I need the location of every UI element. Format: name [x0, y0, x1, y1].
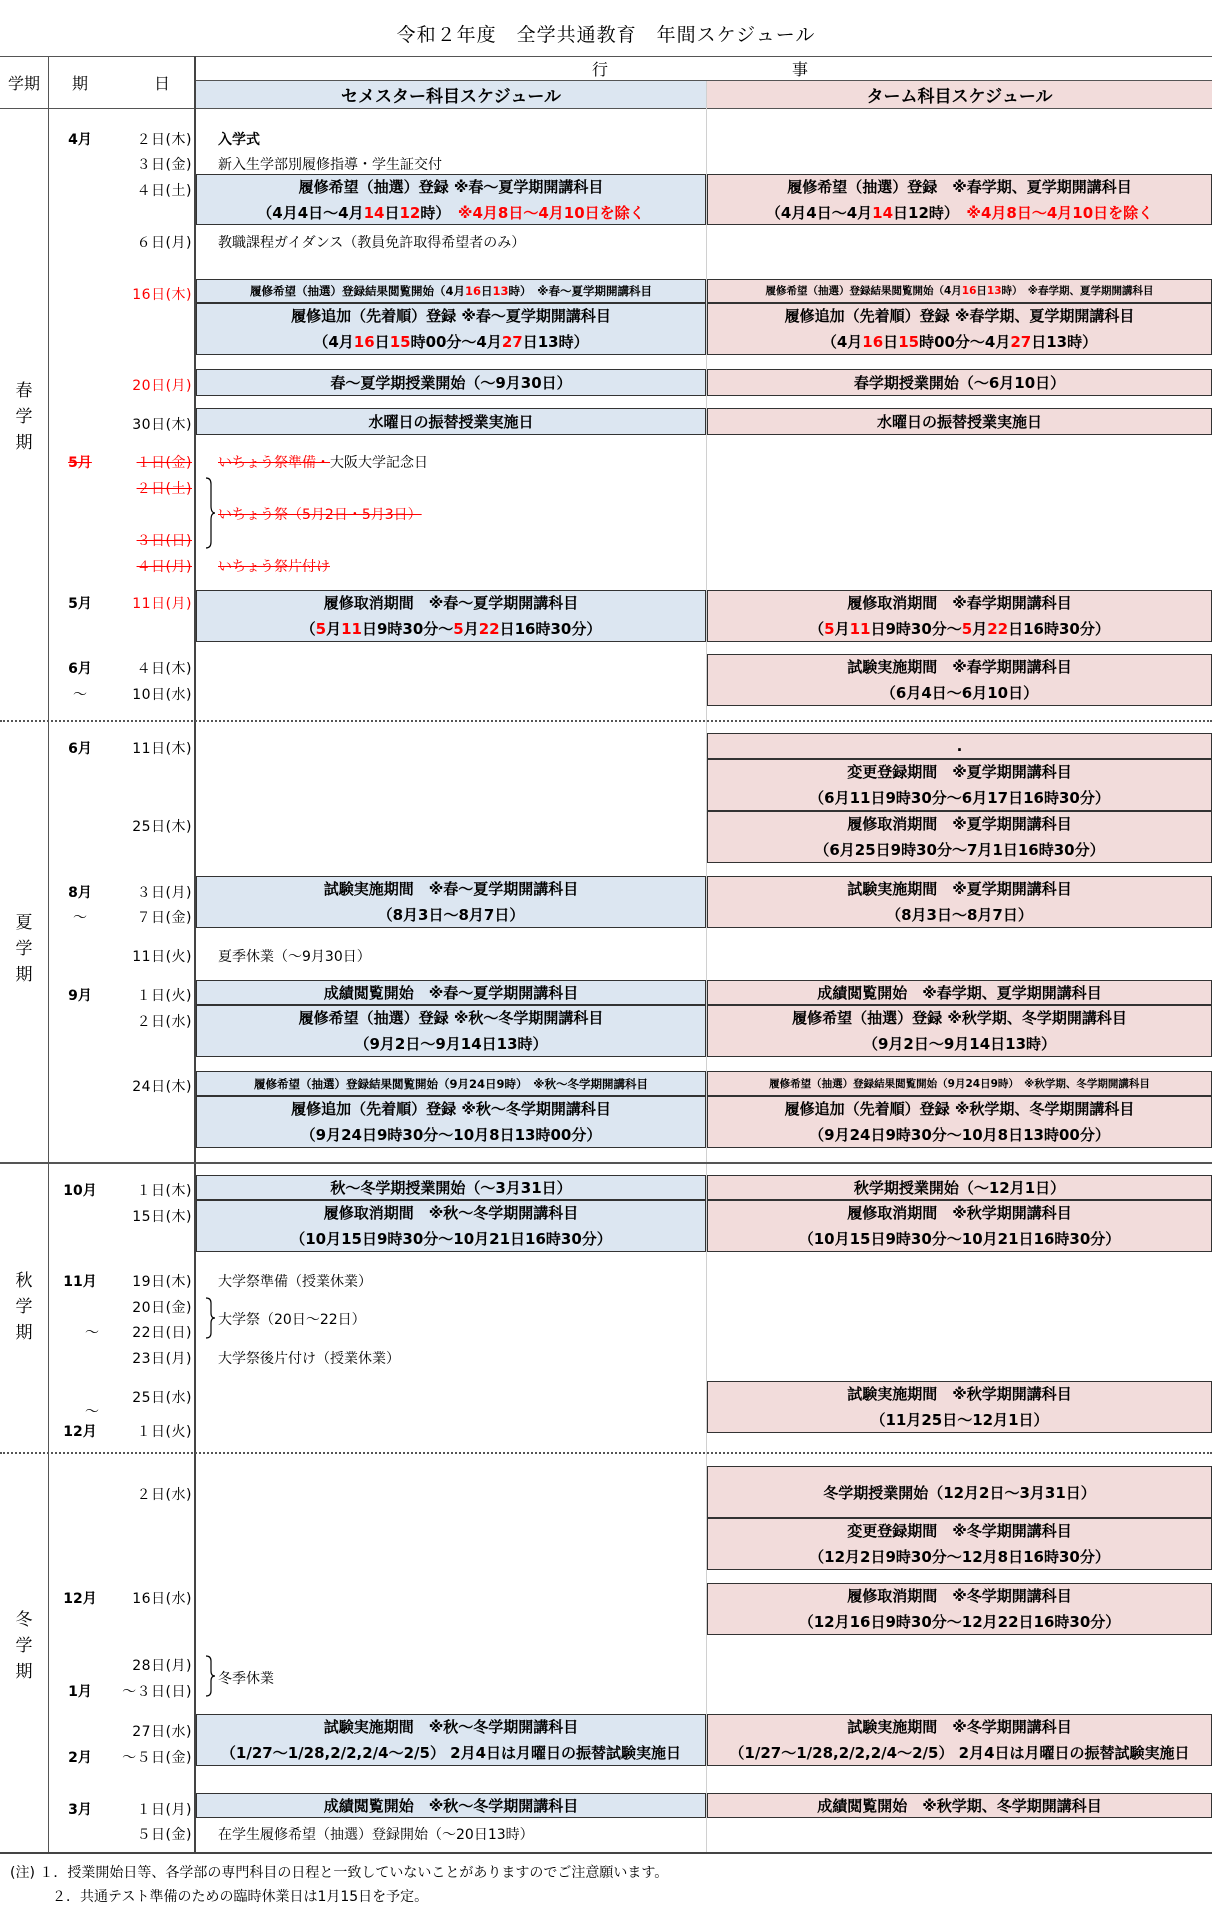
text-fragment: 5 [453, 620, 464, 638]
date-cell: ４日(土) [136, 183, 192, 199]
term-dec2chg [707, 1518, 1212, 1570]
sem-oct15-line2: （10月15日9時30分～10月21日16時30分） [290, 1230, 612, 1248]
month-label: 3月 [68, 1802, 92, 1818]
header-ki: 期 [71, 73, 88, 93]
text-fragment: 時） [420, 203, 443, 222]
term-autumn-char: 期 [15, 1323, 33, 1343]
text-fragment: 15 [898, 333, 920, 351]
text-fragment: 27 [1010, 333, 1032, 351]
note-1: (注) １．授業開始日等、各学部の専門科目の日程と一致していないことがありますのでご注意願います。 [10, 1865, 669, 1881]
term-sep1: 成績閲覧開始 ※春学期、夏学期開講科目 [707, 980, 1212, 1005]
text-fragment: 14 [872, 203, 894, 222]
term-mar1: 成績閲覧開始 ※秋学期、冬学期開講科目 [707, 1793, 1212, 1818]
month-label: 5月 [68, 596, 92, 612]
date-cell: 22日(日) [132, 1325, 192, 1341]
date-cell: 19日(木) [132, 1274, 192, 1290]
term-jun4-line2: （6月4日～6月10日） [880, 684, 1039, 702]
month-label: 6月 [68, 741, 92, 757]
text-fragment: ※4月8日～4月10日を除く [457, 203, 645, 222]
term-apr4-line1: 履修希望（抽選）登録 ※春学期、夏学期開講科目 [787, 177, 1132, 196]
sem-add-line1: 履修追加（先着順）登録 ※春～夏学期開講科目 [291, 307, 611, 325]
date-cell: ４日(木) [136, 661, 192, 677]
sem-oct15 [196, 1200, 706, 1252]
sem-aug3 [196, 876, 706, 928]
text-fragment: 時00分～4月 [919, 333, 1011, 351]
text-fragment: 16 [862, 333, 884, 351]
term-sep24add-line2: （9月24日9時30分～10月8日13時00分） [809, 1126, 1110, 1144]
term-jun11-line2: （6月11日9時30分～6月17日16時30分） [809, 789, 1110, 807]
header-hi: 日 [153, 73, 170, 93]
term-nov25-line2: （11月25日～12月1日） [870, 1411, 1049, 1429]
sem-mar1: 成績閲覧開始 ※秋～冬学期開講科目 [196, 1793, 706, 1818]
date-cell: ４日(月) [136, 559, 192, 575]
event-zaigakusei: 在学生履修希望（抽選）登録開始（～20日13時） [218, 1827, 534, 1843]
text-fragment: 日16時30分） [499, 620, 602, 638]
date-cell: 27日(水) [132, 1724, 192, 1740]
date-cell: 11日(木) [132, 741, 192, 757]
text-fragment: 履修希望（抽選）登録結果閲覧開始（4月 [765, 285, 962, 297]
sem-apr4-line1: 履修希望（抽選）登録 ※春～夏学期開講科目 [298, 177, 604, 196]
sem-aug3-line2: （8月3日～8月7日） [377, 906, 525, 924]
term-winter-char: 期 [15, 1662, 33, 1682]
date-cell: 15日(木) [132, 1209, 192, 1225]
sem-apr30: 水曜日の振替授業実施日 [196, 408, 706, 435]
date-cell: ３日(金) [136, 157, 192, 173]
text-fragment: 日 [481, 284, 493, 298]
text-fragment: 12 [399, 203, 421, 222]
event-icho-prep [218, 452, 428, 472]
sem-sep24add-line2: （9月24日9時30分～10月8日13時00分） [300, 1126, 602, 1144]
term-may11 [707, 590, 1212, 642]
month-label: 12月 [63, 1424, 97, 1440]
term-spring-char: 春 [15, 381, 33, 401]
term-dec2chg-line1: 変更登録期間 ※冬学期開講科目 [847, 1522, 1072, 1540]
header-gakki: 学期 [7, 73, 40, 93]
term-sep2-line2: （9月2日～9月14日13時） [862, 1035, 1057, 1053]
term-summer-char: 夏 [15, 913, 33, 933]
term-winter-char: 冬 [15, 1610, 33, 1630]
text-fragment: 月 [972, 620, 988, 638]
sem-sep2-line2: （9月2日～9月14日13時） [354, 1035, 548, 1053]
month-label: 10月 [63, 1183, 97, 1199]
term-dec16-line1: 履修取消期間 ※冬学期開講科目 [847, 1587, 1072, 1605]
sem-apr16 [196, 279, 706, 303]
term-jun25 [707, 811, 1212, 863]
text-fragment: 月 [834, 620, 850, 638]
date-cell: １日(木) [136, 1183, 192, 1199]
event-toki: 冬季休業 [218, 1671, 274, 1687]
term-apr16 [707, 279, 1212, 303]
text-fragment: （4月 [313, 333, 354, 351]
date-cell: 25日(水) [132, 1390, 192, 1406]
term-jan27-line2: （1/27～1/28,2/2,2/4～2/5） 2月4日は月曜日の振替試験実施日 [729, 1744, 1190, 1762]
term-sep24: 履修希望（抽選）登録結果閲覧開始（9月24日9時） ※秋学期、冬学期開講科目 [707, 1071, 1212, 1096]
term-autumn-char: 秋 [15, 1271, 33, 1291]
text-fragment: 時） ※春～夏学期開講科目 [508, 284, 652, 298]
term-add [707, 303, 1212, 355]
term-apr30: 水曜日の振替授業実施日 [707, 408, 1212, 435]
text-fragment: 16 [961, 285, 977, 297]
page-title: 令和２年度 全学共通教育 年間スケジュール [396, 24, 816, 46]
event-nyugaku: 入学式 [218, 132, 260, 148]
term-jun25-line2: （6月25日9時30分～7月1日16時30分） [814, 841, 1105, 859]
date-cell: ２日(土) [136, 481, 192, 497]
month-label: 2月 [68, 1750, 92, 1766]
term-summer-char: 学 [15, 939, 33, 959]
text-fragment: （ [300, 620, 316, 638]
sem-jan27 [196, 1714, 706, 1766]
date-cell: ～５日(金) [122, 1750, 192, 1766]
term-may11-line1: 履修取消期間 ※春学期開講科目 [847, 594, 1072, 612]
text-fragment: 16 [465, 284, 482, 298]
term-jan27 [707, 1714, 1212, 1766]
term-aug3-line1: 試験実施期間 ※夏学期開講科目 [847, 880, 1072, 898]
text-fragment: 14 [363, 203, 385, 222]
term-spring [0, 378, 48, 456]
text-fragment: （4月4日～4月 [257, 203, 364, 222]
text-fragment: 11 [341, 620, 362, 638]
event-icho-clean: いちょう祭片付け [218, 559, 330, 575]
event-daigakusai: 大学祭（20日～22日） [218, 1312, 366, 1328]
term-winter-char: 学 [15, 1636, 33, 1656]
term-oct15 [707, 1200, 1212, 1252]
sem-add [196, 303, 706, 355]
text-fragment: 時00分～4月 [410, 333, 502, 351]
text-fragment: 日9時30分～ [870, 620, 962, 638]
month-label: 6月 [68, 661, 92, 677]
term-jun11-dot: . [707, 733, 1212, 759]
note-2: ２．共通テスト準備のための臨時休業日は1月15日を予定。 [52, 1889, 429, 1905]
brace-icon [204, 476, 216, 550]
text-fragment: 5 [315, 620, 327, 638]
text-fragment: 22 [987, 620, 1009, 638]
sem-sep2 [196, 1005, 706, 1057]
date-cell: ３日(月) [136, 885, 192, 901]
event-shinnyusei: 新入生学部別履修指導・学生証交付 [218, 157, 442, 173]
month-label: 8月 [68, 885, 92, 901]
term-autumn-char: 学 [15, 1297, 33, 1317]
date-cell: ２日(水) [136, 1487, 192, 1503]
text-fragment: 日 [374, 333, 390, 351]
term-add-line1: 履修追加（先着順）登録 ※春学期、夏学期開講科目 [784, 307, 1135, 325]
sem-sep24add-line1: 履修追加（先着順）登録 ※秋～冬学期開講科目 [291, 1100, 611, 1118]
date-cell: １日(火) [136, 1424, 192, 1440]
term-sep24add [707, 1096, 1212, 1148]
text-fragment: 日13時） [522, 333, 589, 351]
term-spring-char: 学 [15, 407, 33, 427]
text-fragment: 日 [384, 203, 400, 222]
term-aug3 [707, 876, 1212, 928]
text-fragment: 月 [463, 620, 479, 638]
sem-aug3-line1: 試験実施期間 ※春～夏学期開講科目 [323, 880, 579, 898]
sem-oct15-line1: 履修取消期間 ※秋～冬学期開講科目 [323, 1204, 579, 1222]
term-oct1: 秋学期授業開始（～12月1日） [707, 1175, 1212, 1200]
text-fragment: 5 [824, 620, 835, 638]
event-daigakusai-clean: 大学祭後片付け（授業休業） [218, 1351, 400, 1367]
event-kyoshoku: 教職課程ガイダンス（教員免許取得希望者のみ） [218, 235, 526, 251]
date-cell: １日(金) [136, 455, 192, 471]
term-sep2-line1: 履修希望（抽選）登録 ※秋学期、冬学期開講科目 [792, 1009, 1127, 1027]
event-daigakusai-prep: 大学祭準備（授業休業） [218, 1274, 372, 1290]
tilde: ～ [85, 1325, 99, 1341]
term-autumn [0, 1268, 48, 1346]
term-winter [0, 1607, 48, 1685]
date-cell: 23日(月) [132, 1351, 192, 1367]
text-fragment: （4月 [821, 333, 863, 351]
event-kaki: 夏季休業（～9月30日） [218, 949, 371, 965]
date-cell: 11日(火) [132, 949, 192, 965]
date-cell: ３日(日) [136, 533, 192, 549]
term-dec16-line2: （12月16日9時30分～12月22日16時30分） [798, 1613, 1121, 1631]
sem-apr4 [196, 174, 706, 225]
text-fragment: 5 [961, 620, 973, 638]
term-dec2chg-line2: （12月2日9時30分～12月8日16時30分） [809, 1548, 1110, 1566]
text-fragment: 履修希望（抽選）登録結果閲覧開始（4月 [250, 284, 466, 298]
term-jun11 [707, 759, 1212, 811]
term-sep2 [707, 1005, 1212, 1057]
sem-may11-line1: 履修取消期間 ※春～夏学期開講科目 [323, 594, 579, 612]
sem-sep24add [196, 1096, 706, 1148]
sem-oct1: 秋～冬学期授業開始（～3月31日） [196, 1175, 706, 1200]
month-label: 12月 [63, 1591, 97, 1607]
handai-text: 大阪大学記念日 [330, 455, 428, 471]
term-jun11-line1: 変更登録期間 ※夏学期開講科目 [847, 763, 1072, 781]
term-dec2: 冬学期授業開始（12月2日～3月31日） [707, 1466, 1212, 1518]
text-fragment: 月 [326, 620, 342, 638]
header-term: ターム科目スケジュール [707, 81, 1212, 108]
term-spring-char: 期 [15, 433, 33, 453]
date-cell: ６日(月) [136, 235, 192, 251]
date-cell: １日(月) [136, 1802, 192, 1818]
header-gyoji-1: 行 [591, 59, 608, 79]
term-dec16 [707, 1583, 1212, 1635]
sem-sep1: 成績閲覧開始 ※春～夏学期開講科目 [196, 980, 706, 1005]
date-cell: ２日(水) [136, 1014, 192, 1030]
date-cell: １日(火) [136, 988, 192, 1004]
text-fragment: 22 [478, 620, 500, 638]
date-cell: 20日(金) [132, 1300, 192, 1316]
term-jun4-line1: 試験実施期間 ※春学期開講科目 [847, 658, 1072, 676]
date-cell: 24日(木) [132, 1079, 192, 1095]
date-cell: 10日(水) [132, 687, 192, 703]
text-fragment: （ [809, 620, 825, 638]
month-label: 5月 [68, 455, 92, 471]
text-fragment: 日9時30分～ [361, 620, 454, 638]
text-fragment: ※4月8日～4月10日を除く [966, 203, 1154, 222]
header-semester: セメスター科目スケジュール [196, 81, 706, 108]
text-fragment: 時） ※春学期、夏学期開講科目 [1001, 285, 1154, 297]
month-label: 11月 [63, 1274, 97, 1290]
text-fragment: 日12時） [893, 203, 967, 222]
date-cell: 16日(水) [132, 1591, 192, 1607]
term-oct15-line2: （10月15日9時30分～10月21日16時30分） [798, 1230, 1121, 1248]
date-cell: ～３日(日) [122, 1684, 192, 1700]
text-fragment: （4月4日～4月 [765, 203, 873, 222]
text-fragment: 日 [883, 333, 899, 351]
term-jan27-line1: 試験実施期間 ※冬学期開講科目 [847, 1718, 1072, 1736]
term-jun4 [707, 654, 1212, 706]
sem-sep24: 履修希望（抽選）登録結果閲覧開始（9月24日9時） ※秋～冬学期開講科目 [196, 1071, 706, 1096]
sem-apr20: 春～夏学期授業開始（～9月30日） [196, 369, 706, 396]
tilde: ～ [73, 910, 87, 926]
date-cell: ５日(金) [136, 1827, 192, 1843]
tilde: ～ [73, 687, 87, 703]
header-gyoji-2: 事 [791, 59, 808, 79]
date-cell: 25日(木) [132, 819, 192, 835]
text-fragment: 日 [976, 285, 987, 297]
month-label: 9月 [68, 988, 92, 1004]
date-cell: ２日(木) [136, 132, 192, 148]
text-fragment: 27 [501, 333, 523, 351]
brace-icon [204, 1296, 216, 1340]
term-nov25-line1: 試験実施期間 ※秋学期開講科目 [847, 1385, 1072, 1403]
date-cell: ７日(金) [136, 910, 192, 926]
term-oct15-line1: 履修取消期間 ※秋学期開講科目 [847, 1204, 1072, 1222]
tilde: ～ [85, 1404, 99, 1420]
event-icho-fest: いちょう祭（5月2日・5月3日） [218, 507, 422, 523]
text-fragment: 16 [353, 333, 375, 351]
term-nov25 [707, 1381, 1212, 1433]
month-label: 4月 [68, 132, 92, 148]
term-summer-char: 期 [15, 965, 33, 985]
term-apr4 [707, 174, 1212, 225]
sem-jan27-line1: 試験実施期間 ※秋～冬学期開講科目 [323, 1718, 579, 1736]
icho-prep-text: いちょう祭準備・ [218, 455, 330, 471]
brace-icon [204, 1654, 216, 1698]
text-fragment: 13 [986, 285, 1002, 297]
date-cell: 16日(木) [132, 287, 192, 303]
text-fragment: 日16時30分） [1008, 620, 1110, 638]
sem-jan27-line2: （1/27～1/28,2/2,2/4～2/5） 2月4日は月曜日の振替試験実施日 [220, 1744, 682, 1762]
date-cell: 28日(月) [132, 1658, 192, 1674]
date-cell: 30日(木) [132, 417, 192, 433]
text-fragment: 13 [492, 284, 509, 298]
term-apr20: 春学期授業開始（～6月10日） [707, 369, 1212, 396]
text-fragment: 日13時） [1031, 333, 1098, 351]
term-jun25-line1: 履修取消期間 ※夏学期開講科目 [847, 815, 1072, 833]
term-sep24add-line1: 履修追加（先着順）登録 ※秋学期、冬学期開講科目 [784, 1100, 1135, 1118]
month-label: 1月 [68, 1684, 92, 1700]
date-cell: 20日(月) [132, 378, 192, 394]
text-fragment: 15 [389, 333, 411, 351]
term-aug3-line2: （8月3日～8月7日） [886, 906, 1033, 924]
sem-may11 [196, 590, 706, 642]
text-fragment: 11 [849, 620, 871, 638]
sem-apr4-line2 [257, 200, 644, 226]
date-cell: 11日(月) [132, 596, 192, 612]
sem-sep2-line1: 履修希望（抽選）登録 ※秋～冬学期開講科目 [298, 1009, 604, 1027]
